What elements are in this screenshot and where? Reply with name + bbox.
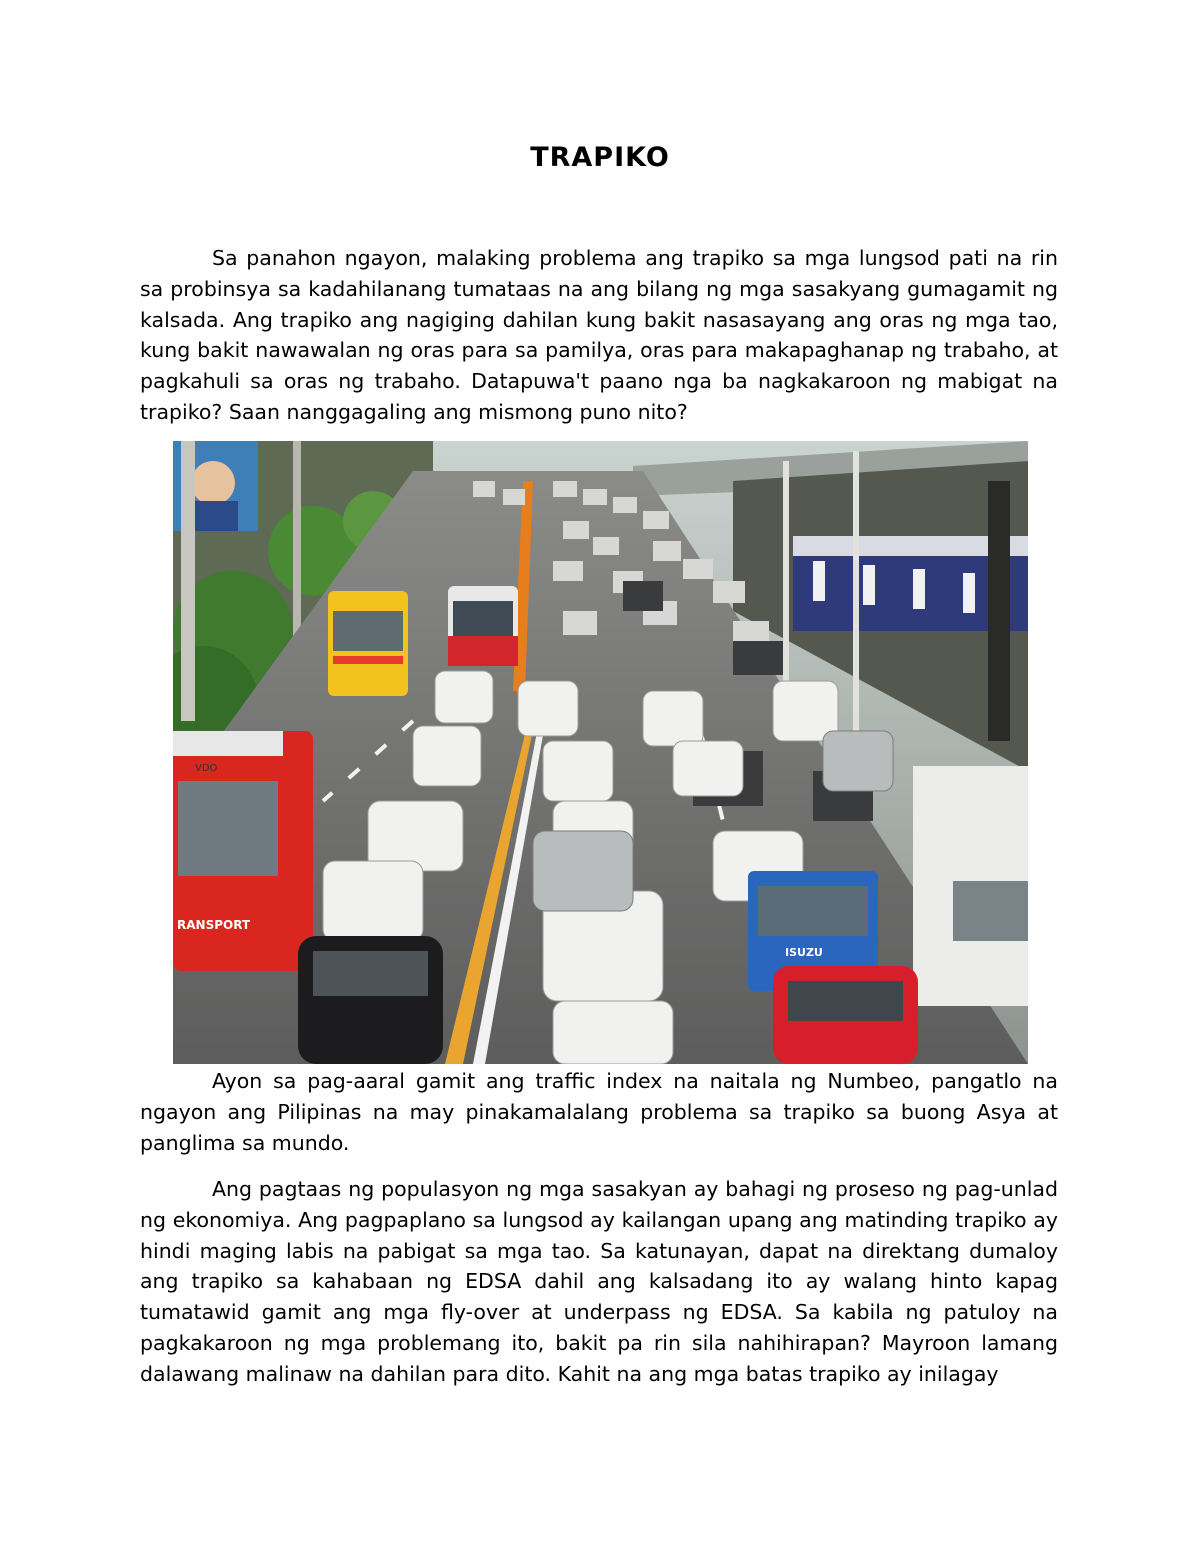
bus-label-route: VDO <box>195 763 218 774</box>
document-title: TRAPIKO <box>530 142 670 173</box>
paragraph-population: Ang pagtaas ng populasyon ng mga sasakyan ay bahagi ng proseso ng pag-unlad ng ekonomiya. Ang pagpaplano sa lungsod ay kailangan upang ang matinding trapiko ay hindi maging labis na pabigat sa mga tao. Sa katunayan, dapat na direktang dumaloy ang trapiko sa kahabaan ng EDSA dahil ang kalsadang ito ay walang hinto kapag tumatawid gamit ang mga fly-over at underpass ng EDSA. Sa kabila ng patuloy na pagkakaroon ng mga problemang ito, bakit pa rin sila nahihirapan? Mayroon lamang dalawang malinaw na dahilan para dito. Kahit na ang mga batas trapiko ay inilagay <box>140 1177 1058 1386</box>
bus-label-transport: RANSPORT <box>177 918 251 932</box>
paragraph-intro: Sa panahon ngayon, malaking problema ang trapiko sa mga lungsod pati na rin sa probinsya sa kadahilanang tumataas na ang bilang ng mga sasakyang gumagamit ng kalsada. Ang trapiko ang nagiging dahilan kung bakit nasasayang ang oras ng mga tao, kung bakit nawawalan ng oras para sa pamilya, oras para makapaghanap ng trabaho, at pagkahuli sa oras ng trabaho. Datapuwa't paano nga ba nagkakaroon ng mabigat na trapiko? Saan nanggagaling ang mismong puno nito? <box>140 246 1058 424</box>
paragraph-numbeo: Ayon sa pag-aaral gamit ang traffic index na naitala ng Numbeo, pangatlo na ngayon ang Pilipinas na may pinakamalalang problema sa trapiko sa buong Asya at panglima sa mundo. <box>140 1069 1058 1155</box>
traffic-photo <box>173 441 1028 1064</box>
truck-label-isuzu: ISUZU <box>785 946 823 959</box>
